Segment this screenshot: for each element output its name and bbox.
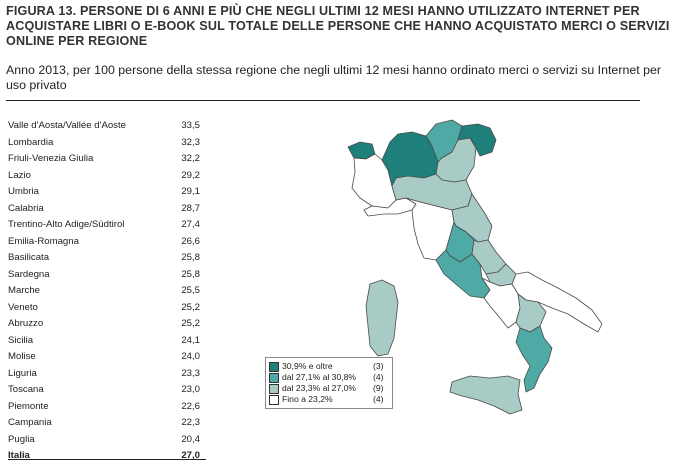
region-row-basilicata (8, 250, 206, 267)
region-row-campania (8, 415, 206, 432)
legend-label: dal 23,3% al 27,0% (282, 383, 357, 393)
legend-swatch (269, 373, 279, 383)
region-value: 25,2 (181, 318, 200, 329)
region-name: Toscana (8, 384, 44, 395)
region-value: 20,4 (181, 433, 200, 445)
region-name: Umbria (8, 186, 39, 197)
region-row-abruzzo (8, 316, 206, 333)
region-name: Molise (8, 351, 36, 362)
region-row-piemonte (8, 399, 206, 416)
region-value: 26,6 (181, 235, 200, 247)
region-name: Liguria (8, 367, 37, 379)
legend-count: (9) (373, 383, 384, 393)
region-name: Abruzzo (8, 318, 44, 329)
title-divider (6, 100, 640, 101)
legend-swatch (269, 384, 279, 394)
region-value: 33,5 (181, 120, 200, 131)
region-table (8, 118, 206, 465)
region-sicilia (450, 376, 522, 414)
region-row-sardegna (8, 267, 206, 284)
figure-title: FIGURA 13. PERSONE DI 6 ANNI E PIÙ CHE NEGLI ULTIMI 12 MESI HANNO UTILIZZATO INTERNET PER ACQUISTARE LIBRI O E-BOOK SUL TOTALE DELLE PERSONE CHE HANNO ACQUISTATO MERCI O SERVIZI ONLINE PER REGIONE (6, 4, 670, 48)
region-value: 23,0 (181, 384, 200, 395)
region-name: Trentino-Alto Adige/Südtirol (8, 219, 125, 230)
region-name: Veneto (8, 301, 38, 313)
region-value: 25,5 (181, 285, 200, 296)
legend-swatch (269, 395, 279, 405)
figure-subtitle: Anno 2013, per 100 persone della stessa regione che negli ultimi 12 mesi hanno ordinato merci o servizi su Internet per uso privato (6, 63, 662, 92)
legend-label: 30,9% e oltre (282, 361, 333, 371)
legend-label: Fino a 23,2% (282, 394, 333, 404)
region-row-friuli (8, 151, 206, 168)
region-row-veneto (8, 300, 206, 317)
region-value: 32,2 (181, 153, 200, 164)
region-row-lazio (8, 168, 206, 185)
region-row-toscana (8, 382, 206, 399)
region-value: 22,3 (181, 417, 200, 428)
legend-count: (4) (373, 372, 384, 382)
legend-swatch (269, 362, 279, 372)
region-name: Puglia (8, 433, 35, 445)
region-value: 25,8 (181, 252, 200, 263)
legend-label: dal 27,1% al 30,8% (282, 372, 357, 382)
region-row-puglia (8, 432, 206, 449)
region-value: 29,1 (181, 186, 200, 197)
legend-count: (3) (373, 361, 384, 371)
total-name: Italia (8, 450, 30, 461)
region-name: Friuli-Venezia Giulia (8, 153, 94, 164)
legend-item-high (269, 361, 389, 372)
region-row-umbria (8, 184, 206, 201)
map-legend (265, 357, 393, 409)
region-row-valle-d-aosta (8, 118, 206, 135)
region-name: Sardegna (8, 268, 50, 280)
region-row-emilia-romagna (8, 234, 206, 251)
region-value: 23,3 (181, 367, 200, 379)
region-row-lombardia (8, 135, 206, 152)
region-value: 28,7 (181, 202, 200, 214)
region-name: Campania (8, 417, 52, 428)
legend-item-low (269, 394, 389, 405)
region-name: Valle d'Aosta/Vallée d'Aoste (8, 120, 126, 131)
region-row-trentino (8, 217, 206, 234)
region-value: 24,1 (181, 334, 200, 346)
region-value: 22,6 (181, 400, 200, 412)
region-name: Basilicata (8, 252, 50, 263)
region-row-marche (8, 283, 206, 300)
region-value: 27,4 (181, 219, 200, 230)
region-value: 32,3 (181, 136, 200, 148)
region-row-liguria (8, 366, 206, 383)
region-name: Emilia-Romagna (8, 235, 79, 247)
total-row-italia (8, 448, 206, 465)
region-row-molise (8, 349, 206, 366)
region-value: 24,0 (181, 351, 200, 362)
region-calabria (516, 326, 552, 392)
region-sardegna (366, 280, 398, 356)
region-value: 25,8 (181, 268, 200, 280)
legend-item-mid-high (269, 372, 389, 383)
legend-count: (4) (373, 394, 384, 404)
region-value: 25,2 (181, 301, 200, 313)
region-name: Calabria (8, 202, 44, 214)
region-name: Piemonte (8, 400, 49, 412)
region-row-calabria (8, 201, 206, 218)
region-row-sicilia (8, 333, 206, 350)
region-name: Marche (8, 285, 40, 296)
region-value: 29,2 (181, 169, 200, 181)
total-value: 27,0 (181, 450, 200, 461)
table-bottom-rule (8, 459, 206, 460)
legend-item-mid-low (269, 383, 389, 394)
region-name: Lombardia (8, 136, 54, 148)
region-name: Sicilia (8, 334, 34, 346)
region-name: Lazio (8, 169, 31, 181)
